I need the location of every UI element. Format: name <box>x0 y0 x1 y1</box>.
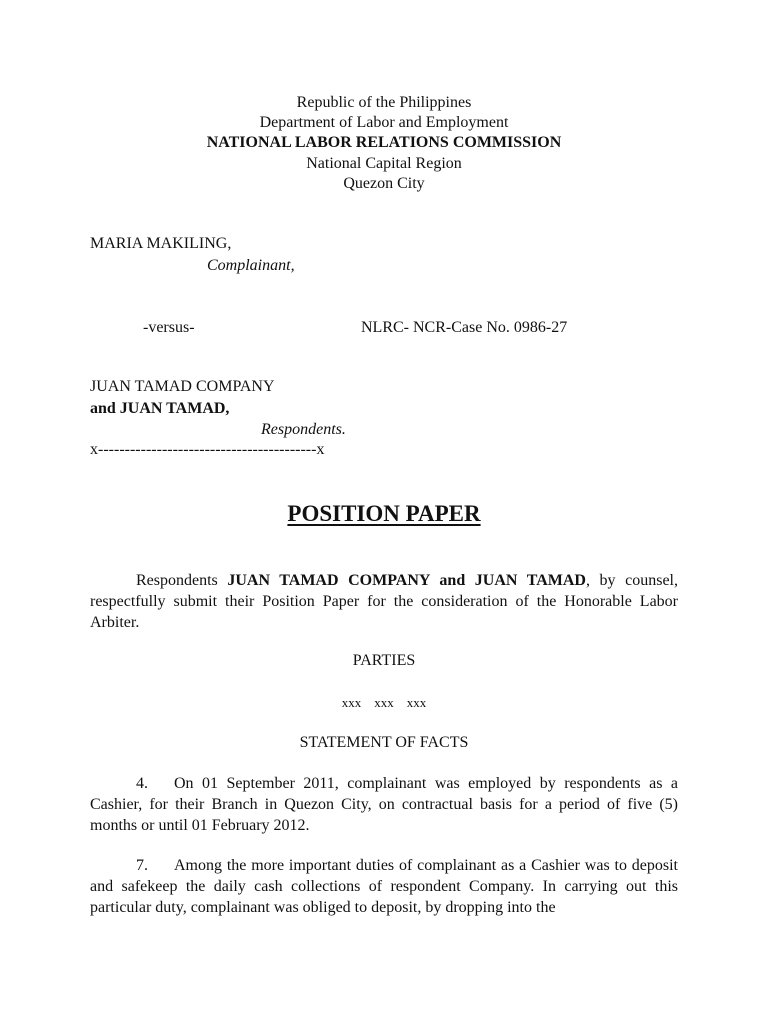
header-city: Quezon City <box>343 175 425 192</box>
header-department: Department of Labor and Employment <box>259 114 509 131</box>
fact-paragraph <box>90 773 678 836</box>
intro-respondent-names: JUAN TAMAD COMPANY and JUAN TAMAD <box>227 572 586 589</box>
versus-label: -versus- <box>143 319 195 336</box>
case-number: NLRC- NCR-Case No. 0986-27 <box>361 319 568 336</box>
intro-suffix: , by counsel, respectfully submit their Position Paper for the consideration of the Honorable Labor Arbiter. <box>90 572 678 631</box>
complainant-name: MARIA MAKILING, <box>90 235 232 252</box>
caption-separator: x-----------------------------------------x <box>90 441 325 458</box>
respondent-individual: and JUAN TAMAD, <box>90 400 230 417</box>
intro-paragraph <box>90 570 678 633</box>
header-republic: Republic of the Philippines <box>296 94 472 111</box>
header-commission: NATIONAL LABOR RELATIONS COMMISSION <box>206 134 562 151</box>
parties-heading: PARTIES <box>352 652 416 669</box>
respondent-role: Respondents. <box>261 421 346 438</box>
respondent-company: JUAN TAMAD COMPANY <box>90 378 275 395</box>
fact-paragraph-text: On 01 September 2011, complainant was employed by respondents as a Cashier, for their Branch in Quezon City, on contractual basis for a period of five (5) months or until 01 February 2012. <box>90 775 678 834</box>
header-region: National Capital Region <box>306 155 462 172</box>
fact-paragraph-number: 7. <box>136 857 148 874</box>
fact-paragraph <box>90 855 678 918</box>
complainant-role: Complainant, <box>207 257 295 274</box>
facts-heading: STATEMENT OF FACTS <box>299 734 469 751</box>
document-title: POSITION PAPER <box>287 501 481 526</box>
fact-paragraph-text: Among the more important duties of complainant as a Cashier was to deposit and safekeep the daily cash collections of respondent Company. In carrying out this particular duty, complainant was obliged to deposit, by dropping into the <box>90 857 678 916</box>
omitted-text-marker: xxx xxx xxx <box>341 695 427 710</box>
intro-prefix: Respondents <box>136 572 228 589</box>
fact-paragraph-number: 4. <box>136 775 148 792</box>
